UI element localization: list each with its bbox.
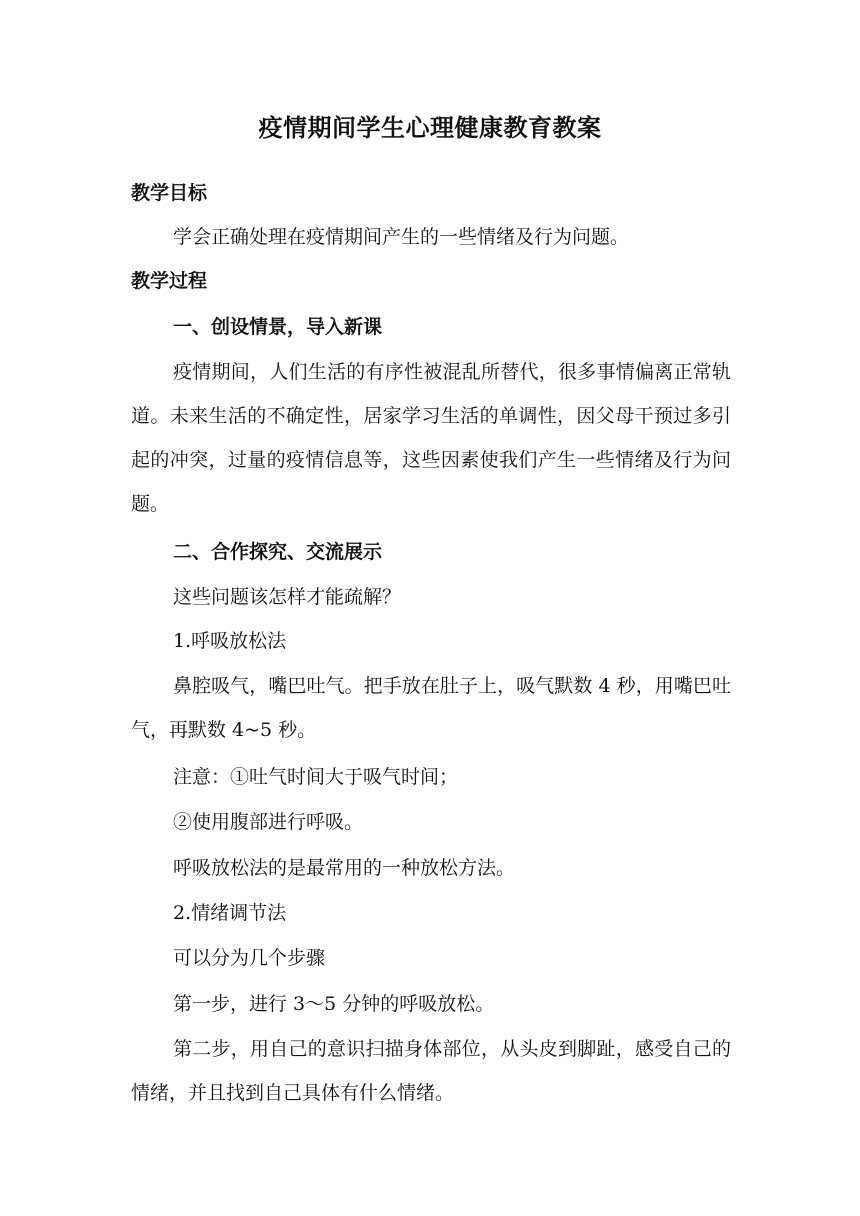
document-title: 疫情期间学生心理健康教育教案 bbox=[258, 113, 602, 142]
paragraph-step-two: 第二步，用自己的意识扫描身体部位，从头皮到脚趾，感受自己的情绪，并且找到自己具体有什么情绪。 bbox=[131, 1038, 731, 1104]
paragraph-method-two-intro: 可以分为几个步骤 bbox=[173, 947, 326, 969]
heading-teaching-process: 教学过程 bbox=[131, 270, 208, 292]
note-one: 注意：①吐气时间大于吸气时间； bbox=[173, 766, 459, 788]
note-two: ②使用腹部进行呼吸。 bbox=[173, 811, 364, 833]
heading-teaching-goal: 教学目标 bbox=[131, 182, 208, 204]
paragraph-method-one-summary: 呼吸放松法的是最常用的一种放松方法。 bbox=[173, 857, 516, 879]
paragraph-part-one: 疫情期间，人们生活的有序性被混乱所替代，很多事情偏离正常轨道。未来生活的不确定性，居家学习生活的单调性，因父母干预过多引起的冲突，过量的疫情信息等，这些因素使我们产生一些情绪及行为问题。 bbox=[131, 361, 731, 515]
paragraph-step-one: 第一步，进行 3～5 分钟的呼吸放松。 bbox=[173, 993, 495, 1015]
heading-method-one: 1.呼吸放松法 bbox=[173, 630, 287, 652]
paragraph-goal: 学会正确处理在疫情期间产生的一些情绪及行为问题。 bbox=[173, 226, 630, 248]
heading-part-two: 二、合作探究、交流展示 bbox=[173, 541, 383, 563]
heading-method-two: 2.情绪调节法 bbox=[173, 902, 287, 924]
heading-part-one: 一、创设情景，导入新课 bbox=[173, 316, 383, 338]
paragraph-question: 这些问题该怎样才能疏解？ bbox=[173, 586, 402, 608]
paragraph-method-one: 鼻腔吸气，嘴巴吐气。把手放在肚子上，吸气默数 4 秒，用嘴巴吐气，再默数 4~5 秒。 bbox=[131, 675, 731, 741]
